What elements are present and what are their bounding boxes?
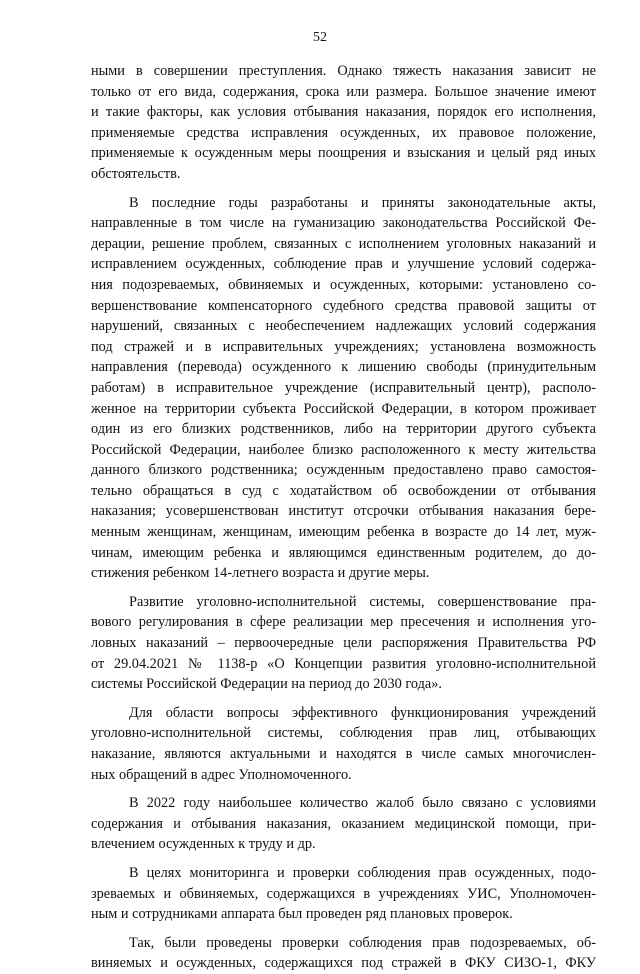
text-line: работам) в исправительное учреждение (исправительный центр), располо- (91, 379, 596, 396)
text-line: Российской Федерации, наиболее близко расположенного к месту жительства (91, 441, 596, 458)
text-line: ных обращений в адрес Уполномоченного. (91, 766, 352, 783)
text-line: нарушений, связанных с необеспечением надлежащих условий содержания (91, 318, 596, 335)
text-line: В целях мониторинга и проверки соблюдения прав осужденных, подо- (129, 864, 596, 881)
text-line: В 2022 году наибольшее количество жалоб было связано с условиями (129, 795, 596, 812)
text-line: ния подозреваемых, обвиняемых и осужденных, которыми: установлено со- (91, 276, 596, 293)
text-line: обстоятельств. (91, 165, 181, 182)
text-line: Для области вопросы эффективного функционирования учреждений (129, 704, 596, 721)
text-line: вового регулирования в сфере реализации мер пресечения и исполнения уго- (91, 614, 596, 631)
text-line: виняемых и осужденных, содержащихся под стражей в ФКУ СИЗО-1, ФКУ (91, 955, 596, 972)
text-line: применяемые к осужденным меры поощрения и взыскания и целый ряд иных (91, 145, 596, 162)
text-line: направления (перевода) осужденного к лишению свободы (принудительным (91, 359, 596, 376)
paragraph (91, 592, 596, 695)
text-line: Так, были проведены проверки соблюдения прав подозреваемых, об- (129, 934, 596, 951)
text-line: данного близкого родственника; осужденным предоставлено право самостоя- (91, 462, 596, 479)
paragraph (91, 193, 596, 584)
text-line: системы Российской Федерации на период до 2030 года». (91, 676, 442, 693)
text-line: направленные в том числе на гуманизацию законодательства Российской Фе- (91, 215, 596, 232)
text-line: вершенствование компенсаторного судебного средства правовой защиты от (91, 297, 596, 314)
text-line: дерации, решение проблем, связанных с исполнением уголовных наказаний и (91, 235, 596, 252)
text-line: наказание, являются актуальными и находятся в числе самых многочислен- (91, 746, 596, 762)
page-number: 52 (313, 30, 327, 45)
paragraph (91, 933, 596, 974)
paragraph (91, 863, 596, 925)
paragraph (91, 703, 596, 785)
text-line: ным и сотрудниками аппарата был проведен ряд плановых проверок. (91, 906, 513, 923)
paragraph (91, 793, 596, 855)
text-line: стижения ребенком 14-летнего возраста и другие меры. (91, 565, 430, 582)
text-line: зреваемых и обвиняемых, содержащихся в учреждениях УИС, Уполномочен- (91, 885, 596, 902)
text-line: от 29.04.2021 № 1138-р «О Концепции развития уголовно-исполнительной (91, 655, 596, 672)
text-line: содержания и отбывания наказания, оказанием медицинской помощи, при- (91, 815, 596, 832)
text-line: тельно обращаться в суд с ходатайством об освобождении от отбывания (91, 482, 596, 499)
text-line: В последние годы разработаны и приняты законодательные акты, (129, 194, 596, 211)
text-line: Развитие уголовно-исполнительной системы, совершенствование пра- (129, 593, 596, 610)
text-line: исправлением осужденных, соблюдение прав и улучшение условий содержа- (91, 256, 596, 273)
text-line: и такие факторы, как условия отбывания наказания, порядок его исполнения, (91, 104, 596, 121)
text-line: только от его вида, содержания, срока или размера. Большое значение имеют (91, 83, 596, 100)
text-line: женное на территории субъекта Российской Федерации, в котором проживает (91, 400, 596, 417)
text-line: менным женщинам, женщинам, имеющим ребенка в возрасте до 14 лет, муж- (91, 524, 596, 541)
text-line: наказания; усовершенствован институт отсрочки отбывания наказания бере- (91, 503, 596, 520)
text-line: уголовно-исполнительной системы, соблюдения прав лиц, отбывающих (91, 725, 596, 742)
text-line: влечением осужденных к труду и др. (91, 836, 316, 853)
text-line: ными в совершении преступления. Однако тяжесть наказания зависит не (91, 63, 596, 79)
paragraph (91, 61, 596, 185)
text-line: один из его близких родственников, либо на территории другого субъекта (91, 421, 596, 438)
text-line: применяемые средства исправления осужденных, их правовое положение, (91, 124, 596, 141)
text-line: чинам, имеющим ребенка и являющимся единственным родителем, до до- (91, 544, 596, 561)
document-body (91, 61, 596, 974)
text-line: ловных наказаний – первоочередные цели распоряжения Правительства РФ (91, 635, 596, 652)
text-line: под стражей и в исправительных учреждениях; установлена возможность (91, 338, 596, 355)
